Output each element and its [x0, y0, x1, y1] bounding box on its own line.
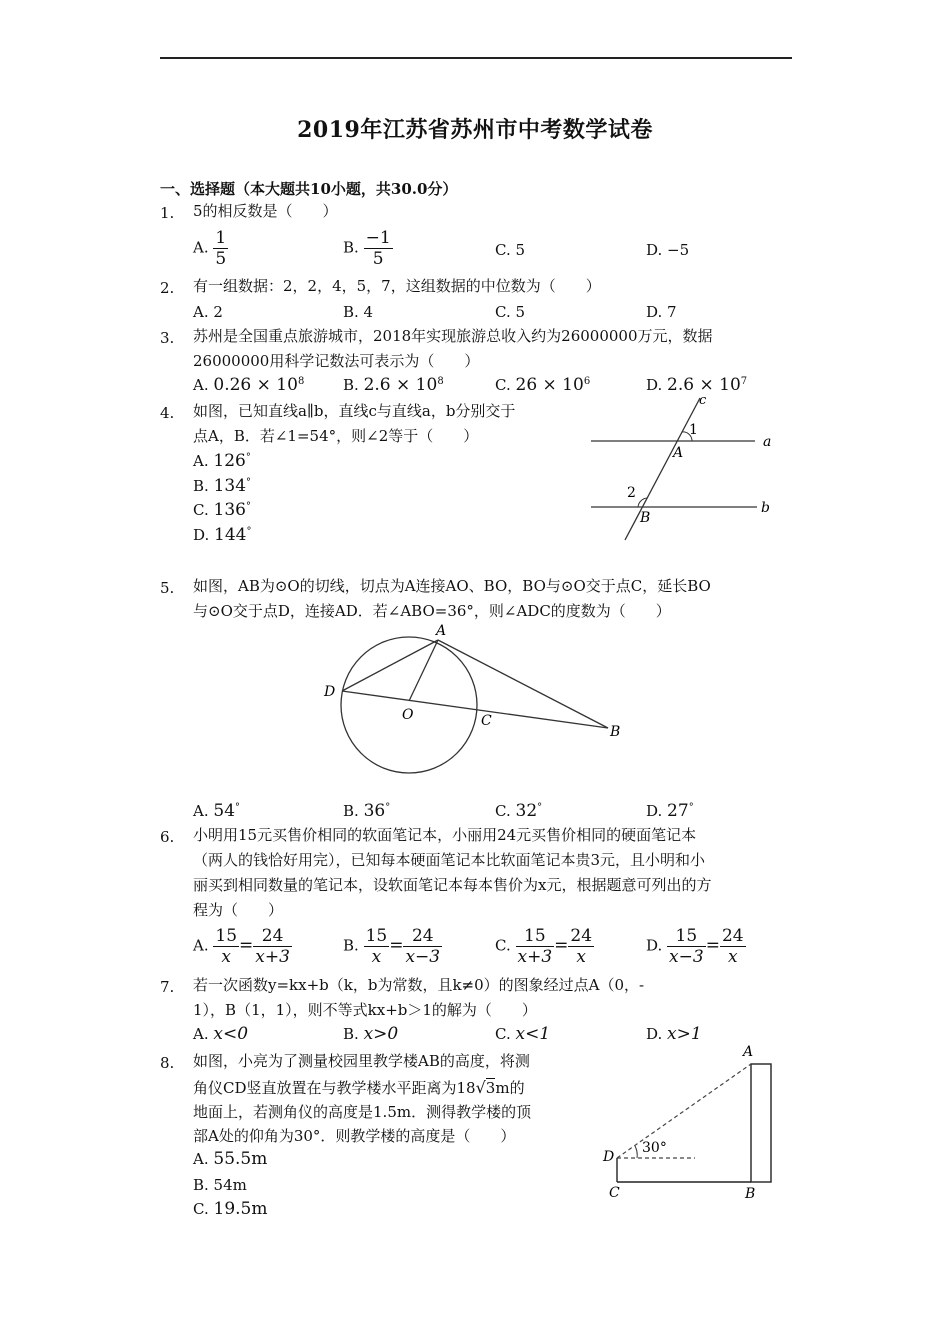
q5-option-d[interactable]: D. 27°	[646, 801, 694, 821]
question-1-number: 1.	[160, 204, 175, 222]
q5-option-c[interactable]: C. 32°	[495, 801, 543, 821]
q1-option-b-label: B.	[343, 238, 359, 257]
label-angle-2: 2	[627, 485, 636, 501]
label-point-B: B	[640, 510, 651, 526]
q1-option-a-label: A.	[193, 238, 209, 257]
question-4-stem-line1: 如图，已知直线a∥b，直线c与直线a，b分别交于	[193, 402, 516, 420]
label-angle-1: 1	[689, 422, 698, 438]
label-B: B	[745, 1186, 756, 1202]
question-5-stem-line1: 如图，AB为⊙O的切线，切点为A连接AO、BO，BO与⊙O交于点C，延长BO	[193, 577, 711, 595]
q4-option-b[interactable]: B. 134°	[193, 476, 252, 496]
q2-option-c[interactable]: C. 5	[495, 303, 526, 321]
question-8-stem-line2: 角仪CD竖直放置在与教学楼水平距离为18√3m的	[193, 1078, 525, 1097]
q5-option-b[interactable]: B. 36°	[343, 801, 391, 821]
q3-option-a[interactable]: A. $0.26 \times 10^8$	[193, 375, 305, 395]
question-6-stem-line2: （两人的钱恰好用完），已知每本硬面笔记本比软面笔记本贵3元，且小明和小	[193, 851, 706, 869]
question-3-number: 3.	[160, 329, 175, 347]
q1-option-a-fraction: $\frac{1}{5}$	[215, 228, 227, 269]
q8-figure-building	[595, 1040, 795, 1210]
label-C: C	[481, 713, 492, 729]
building-rect	[751, 1064, 771, 1182]
question-6-stem-line1: 小明用15元买售价相同的软面笔记本，小丽用24元买售价相同的硬面笔记本	[193, 826, 697, 844]
question-8-number: 8.	[160, 1054, 175, 1072]
question-3-stem-line1: 苏州是全国重点旅游城市，2018年实现旅游总收入约为26000000万元，数据	[193, 327, 713, 345]
q1-option-c[interactable]: C. 5	[495, 241, 526, 259]
label-D: D	[324, 684, 336, 700]
q7-option-b[interactable]: B. x>0	[343, 1024, 399, 1044]
question-2-stem: 有一组数据：2，2，4，5，7，这组数据的中位数为（ ）	[193, 277, 601, 295]
q2-option-a[interactable]: A. 2	[193, 303, 223, 321]
q1-option-a[interactable]	[193, 228, 228, 269]
section-heading: 一、选择题（本大题共10小题，共30.0分）	[160, 180, 458, 198]
label-C: C	[609, 1185, 620, 1201]
label-D: D	[603, 1149, 615, 1165]
q2-option-b[interactable]: B. 4	[343, 303, 374, 321]
question-6-stem-line4: 程为（ ）	[193, 901, 284, 919]
q4-option-a[interactable]: A. 126°	[193, 451, 251, 471]
question-6-number: 6.	[160, 828, 175, 846]
q7-option-c[interactable]: C. x<1	[495, 1024, 551, 1044]
q1-option-b-fraction: $\frac{-1}{5}$	[365, 228, 391, 269]
label-A: A	[436, 623, 447, 639]
question-5-number: 5.	[160, 579, 175, 597]
question-7-stem-line2: 1），B（1，1），则不等式kx+b＞1的解为（ ）	[193, 1001, 537, 1019]
question-3-stem-line2: 26000000用科学记数法可表示为（ ）	[193, 352, 480, 370]
label-point-A: A	[673, 445, 684, 461]
label-A: A	[743, 1044, 754, 1060]
circle-O	[341, 637, 477, 773]
q6-option-d[interactable]: D. $\frac{15}{x-3}$ = $\frac{24}{x}$	[646, 926, 744, 967]
q6-option-a[interactable]: A. $\frac{15}{x}$ = $\frac{24}{x+3}$	[193, 926, 290, 967]
q4-figure-parallel-lines	[585, 390, 785, 545]
q4-option-d[interactable]: D. 144°	[193, 525, 252, 545]
question-6-stem-line3: 丽买到相同数量的笔记本，设软面笔记本每本售价为x元，根据题意可列出的方	[193, 876, 712, 894]
question-1-stem: 5的相反数是（ ）	[193, 202, 338, 220]
q2-option-d[interactable]: D. 7	[646, 303, 677, 321]
label-a: a	[763, 434, 772, 450]
q1-option-b[interactable]	[343, 228, 393, 269]
q8-option-a[interactable]: A. 55.5m	[193, 1149, 268, 1169]
q7-option-d[interactable]: D. x>1	[646, 1024, 702, 1044]
top-rule	[160, 57, 792, 59]
label-B: B	[610, 724, 621, 740]
label-angle: 30°	[642, 1140, 667, 1156]
q6-option-c[interactable]: C. $\frac{15}{x+3}$ = $\frac{24}{x}$	[495, 926, 593, 967]
line-DA	[342, 640, 438, 691]
q1-option-d[interactable]: D. −5	[646, 241, 690, 259]
question-8-stem-line1: 如图，小亮为了测量校园里教学楼AB的高度，将测	[193, 1052, 530, 1070]
label-b: b	[761, 500, 770, 516]
question-5-stem-line2: 与⊙O交于点D，连接AD．若∠ABO=36°，则∠ADC的度数为（ ）	[193, 602, 671, 620]
label-O: O	[402, 707, 414, 723]
line-c	[625, 398, 700, 540]
label-c: c	[699, 393, 707, 408]
q5-option-a[interactable]: A. 54°	[193, 801, 241, 821]
question-7-number: 7.	[160, 978, 175, 996]
page-title: 2019年江苏省苏州市中考数学试卷	[297, 117, 653, 143]
question-4-number: 4.	[160, 404, 175, 422]
line-AB	[438, 640, 608, 728]
q4-option-c[interactable]: C. 136°	[193, 500, 251, 520]
question-8-stem-line3: 地面上，若测角仪的高度是1.5m．测得教学楼的顶	[193, 1103, 532, 1121]
line-OA	[409, 640, 438, 701]
question-7-stem-line1: 若一次函数y=kx+b（k，b为常数，且k≠0）的图象经过点A（0，-	[193, 976, 645, 994]
q6-option-b[interactable]: B. $\frac{15}{x}$ = $\frac{24}{x-3}$	[343, 926, 441, 967]
question-2-number: 2.	[160, 279, 175, 297]
q7-option-a[interactable]: A. x<0	[193, 1024, 249, 1044]
q8-option-c[interactable]: C. 19.5m	[193, 1199, 268, 1219]
q3-option-c[interactable]: C. $26 \times 10^6$	[495, 375, 591, 395]
question-4-stem-line2: 点A，B．若∠1=54°，则∠2等于（ ）	[193, 427, 479, 445]
q3-option-d[interactable]: D. $2.6 \times 10^7$	[646, 375, 748, 395]
sight-line	[617, 1064, 751, 1158]
angle-arc	[635, 1146, 637, 1158]
q3-option-b[interactable]: B. $2.6 \times 10^8$	[343, 375, 444, 395]
q8-option-b[interactable]: B. 54m	[193, 1176, 247, 1194]
question-8-stem-line4: 部A处的仰角为30°．则教学楼的高度是（ ）	[193, 1127, 516, 1145]
q5-figure-circle-tangent	[318, 618, 628, 778]
